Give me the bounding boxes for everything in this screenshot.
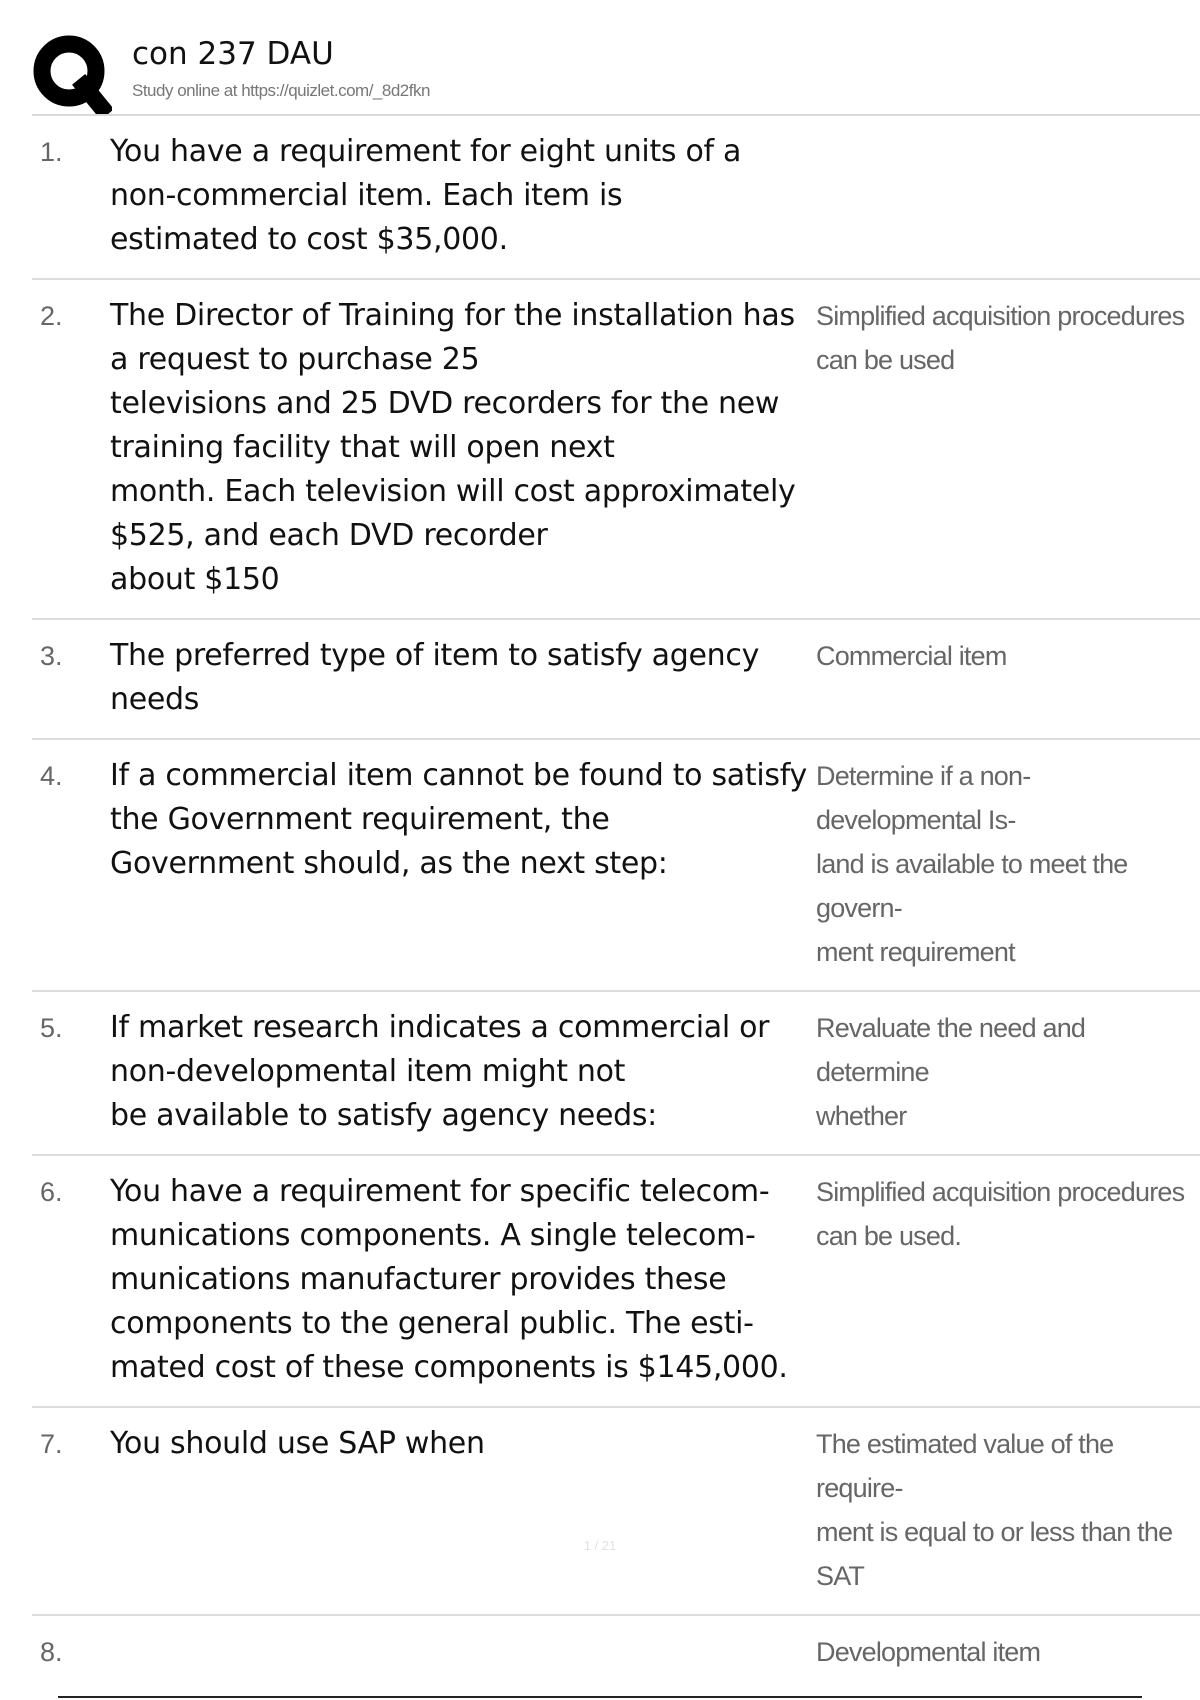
set-title: con 237 DAU [132,36,334,72]
card-definition: Revaluate the need and determine whether [816,1013,1086,1131]
card-number: 3. [40,641,63,671]
study-online-link[interactable]: Study online at https://quizlet.com/_8d2fkn [132,81,430,100]
flashcard-row-8 [32,1616,1200,1690]
page-bottom-divider [58,1696,1142,1698]
flashcard-row-3 [32,620,1200,740]
page-number: 1 / 21 [583,1538,617,1553]
card-definition: Simplified acquisition procedures can be used. [816,1177,1185,1251]
flashcard-list [32,116,1200,1690]
quizlet-logo-icon [32,34,112,114]
card-definition: Commercial item [816,641,1007,671]
card-term: The Director of Training for the installation has a request to purchase 25 televisions and 25 DVD recorders for the new training facility that will open next month. Each television will cost approximately $525, and each DVD recorder about $150 [110,298,796,597]
card-number: 7. [40,1429,63,1459]
card-term: You should use SAP when [110,1426,485,1461]
card-number: 5. [40,1013,63,1043]
card-definition: The estimated value of the require- ment is equal to or less than the SAT [816,1429,1173,1591]
card-term: If a commercial item cannot be found to satisfy the Government requirement, the Government should, as the next step: [110,758,807,881]
card-number: 4. [40,761,63,791]
card-number: 8. [40,1637,63,1667]
card-term [110,1630,816,1674]
card-term: You have a requirement for eight units of a non-commercial item. Each item is estimated to cost $35,000. [110,134,742,257]
card-term: If market research indicates a commercial or non-developmental item might not be available to satisfy agency needs: [110,1010,770,1133]
document-header [32,30,1200,116]
flashcard-row-2 [32,280,1200,620]
flashcard-row-7 [32,1408,1200,1616]
flashcard-row-1 [32,116,1200,280]
card-number: 2. [40,301,63,331]
card-number: 6. [40,1177,63,1207]
flashcard-row-5 [32,992,1200,1156]
card-term: You have a requirement for specific telecom- munications components. A single telecom- munications manufacturer provides these components to the general public. The esti- mated cost of these components is $145,000. [110,1174,788,1385]
card-term: The preferred type of item to satisfy agency needs [110,638,760,717]
card-number: 1. [40,137,63,167]
flashcard-row-4 [32,740,1200,992]
flashcard-row-6 [32,1156,1200,1408]
card-definition: Determine if a non-developmental Is- land is available to meet the govern- ment requirement [816,761,1128,967]
card-definition: Developmental item [816,1637,1041,1667]
card-definition: Simplified acquisition procedures can be used [816,301,1185,375]
card-definition [816,130,1188,262]
